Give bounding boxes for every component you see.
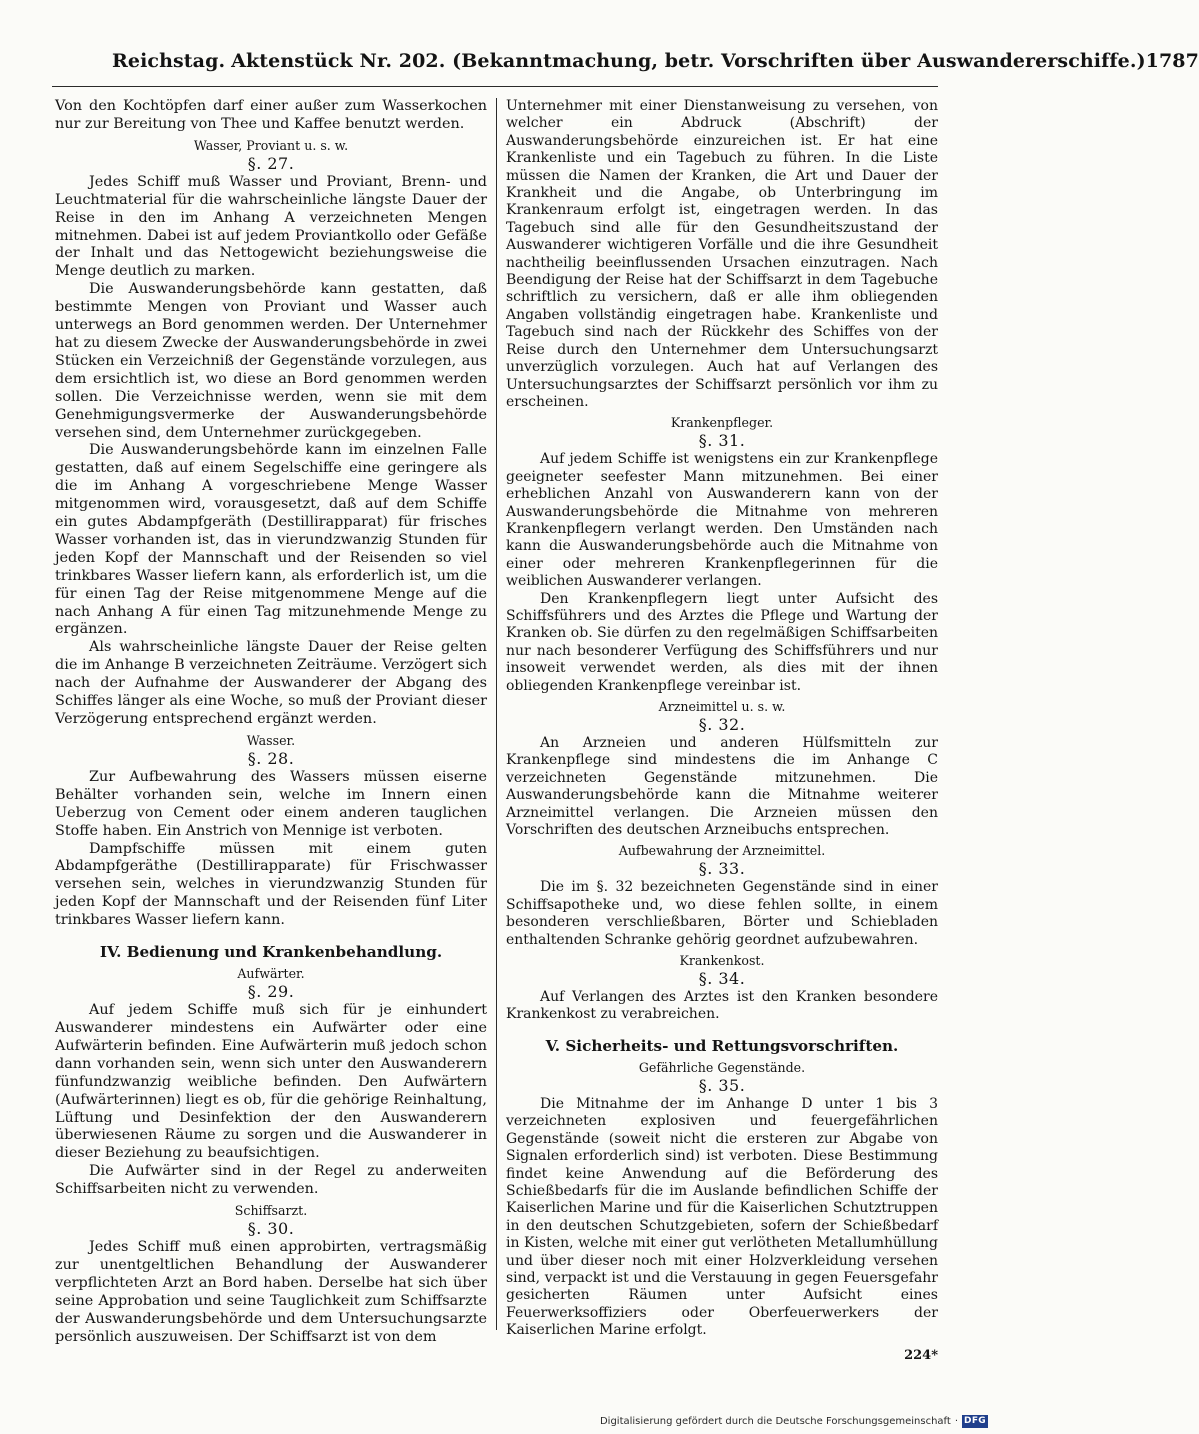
section-number: §. 29. <box>247 982 295 1002</box>
footer-separator: · <box>954 1415 958 1427</box>
marginal-heading: Gefährliche Gegenstände. <box>638 1059 806 1075</box>
header-rule <box>52 86 938 87</box>
running-header <box>112 50 1199 84</box>
section-number: §. 33. <box>698 859 746 879</box>
paragraph: Die Auswanderungsbehörde kann im einzelnen Falle gestatten, daß auf einem Segelschiffe eine geringere als die im Anhang A vorgeschriebene Menge Wasser mitgenommen wird, vorausgesetzt, daß auf dem Schiffe ein gutes Abdampfgeräth (Destillirapparat) für frisches Wasser vorhanden ist, das in vierundzwanzig Stunden für jeden Kopf der Mannschaft und der Reisenden so viel trinkbares Wasser liefern kann, als erforderlich ist, um die für einen Tag der Reise mitgenommene Menge auf die nach Anhang A für einen Tag mitzunehmende Menge zu ergänzen. <box>55 442 487 638</box>
marginal-heading: Krankenpfleger. <box>670 415 774 431</box>
section-number: §. 35. <box>698 1075 746 1095</box>
paragraph: Auf jedem Schiffe ist wenigstens ein zur Krankenpflege geeigneter seefester Mann mitzunehmen. Bei einer erheblichen Anzahl von Auswanderern kann von der Auswanderungsbehörde die Mitnahme von mehreren Krankenpflegern verlangt werden. Den Umständen nach kann die Auswanderungsbehörde auch die Mitnahme von einer oder mehreren Krankenpflegerinnen für die weiblichen Auswanderer verlangen. <box>506 451 938 590</box>
section-number: §. 28. <box>247 748 295 768</box>
paragraph: Die Auswanderungsbehörde kann gestatten, daß bestimmte Mengen von Proviant und Wasser auch unterwegs an Bord genommen werden. Der Unternehmer hat zu diesem Zwecke der Auswanderungsbehörde in zwei Stücken ein Verzeichniß der Gegenstände vorzulegen, aus dem ersichtlich ist, wo diese an Bord genommen werden sollen. Die Verzeichnisse werden, wenn sie mit dem Genehmigungsvermerke der Auswanderungsbehörde versehen sind, dem Unternehmer zurückgegeben. <box>55 281 487 441</box>
marginal-heading: Wasser. <box>246 732 296 748</box>
section-number: §. 34. <box>698 969 746 989</box>
paragraph: Als wahrscheinliche längste Dauer der Reise gelten die im Anhange B verzeichneten Zeiträume. Verzögert sich nach der Aufnahme der Auswanderer der Abgang des Schiffes länger als eine Woche, so muß der Proviant dieser Verzögerung entsprechend ergänzt werden. <box>55 639 487 727</box>
digitization-footer <box>600 1413 988 1429</box>
header-subtitle: Aktenstück Nr. 202. (Bekanntmachung, betr. Vorschriften über Auswandererschiffe.) <box>231 50 1146 72</box>
paragraph: Dampfschiffe müssen mit einem guten Abdampfgeräthe (Destillirapparate) für Frischwasser versehen sein, welches in vierundzwanzig Stunden für jeden Kopf der Mannschaft und der Reisenden fünf Liter trinkbares Wasser liefern kann. <box>55 840 487 929</box>
dfg-logo-icon: DFG <box>962 1415 988 1428</box>
paragraph: Die Mitnahme der im Anhange D unter 1 bis 3 verzeichneten explosiven und feuergefährlichen Gegenstände (soweit nicht die ersteren zur Abgabe von Signalen erforderlich sind) ist verboten. Diese Bestimmung findet keine Anwendung auf die Beförderung des Schießbedarfs für die im Auslande befindlichen Schiffe der Kaiserlichen Marine und für die Kaiserlichen Schutztruppen in den deutschen Schutzgebieten, sofern der Schießbedarf in Kisten, welche mit einer gut verlötheten Metallumhüllung und über dieser noch mit einer Holzverkleidung versehen sind, verpackt ist und die Verstauung in gegen Feuersgefahr gesicherten Räumen unter Aufsicht eines Feuerwerksoffiziers oder Oberfeuerwerkers der Kaiserlichen Marine erfolgt. <box>506 1095 938 1339</box>
paragraph: Von den Kochtöpfen darf einer außer zum Wasserkochen nur zur Bereitung von Thee und Kaffee benutzt werden. <box>55 98 487 132</box>
signature-mark: 224* <box>904 1348 938 1363</box>
paragraph: Jedes Schiff muß Wasser und Proviant, Brenn- und Leuchtmaterial für die wahrscheinliche längste Dauer der Reise in den im Anhang A verzeichneten Mengen mitnehmen. Dabei ist auf jedem Proviantkollo oder Gefäße der Inhalt und das Nettogewicht beziehungsweise die Menge deutlich zu marken. <box>55 173 487 280</box>
marginal-heading: Arzneimittel u. s. w. <box>658 699 786 714</box>
paragraph: Auf jedem Schiffe muß sich für je einhundert Auswanderer mindestens ein Aufwärter oder eine Aufwärterin befinden. Eine Aufwärterin muß jedoch schon dann vorhanden sein, wenn sich unter den Auswanderern fünfundzwanzig weibliche befinden. Den Aufwärtern (Aufwärterinnen) liegt es ob, für die gehörige Reinhaltung, Lüftung und Desinfektion der den Auswanderern überwiesenen Räume zu sorgen und die Auswanderer in dieser Beziehung zu beaufsichtigen. <box>55 1002 487 1162</box>
paragraph: Jedes Schiff muß einen approbirten, vertragsmäßig zur unentgeltlichen Behandlung der Auswanderer verpflichteten Arzt an Bord haben. Derselbe hat sich über seine Approbation und seine Tauglichkeit zum Schiffsarzte der Auswanderungsbehörde und dem Untersuchungsarzte persönlich auszuweisen. Der Schiffsarzt ist von dem <box>55 1239 487 1345</box>
section-number: §. 30. <box>247 1219 295 1239</box>
paragraph: Unternehmer mit einer Dienstanweisung zu versehen, von welcher ein Abdruck (Abschrift) der Auswanderungsbehörde einzureichen ist. Er hat eine Krankenliste und ein Tagebuch zu führen. In die Liste müssen die Namen der Kranken, die Art und Dauer der Krankheit und die Angabe, ob Unterbringung im Krankenraum erfolgt ist, eingetragen werden. In das Tagebuch sind alle für den Gesundheitszustand der Auswanderer wichtigeren Vorfälle und die ihre Gesundheit nachtheilig beeinflussenden Ursachen einzutragen. Nach Beendigung der Reise hat der Schiffsarzt in dem Tagebuche schriftlich zu versichern, daß er alle ihm obliegenden Angaben vollständig eingetragen habe. Krankenliste und Tagebuch sind nach der Rückkehr des Schiffes von der Reise durch den Unternehmer dem Untersuchungsarzt unverzüglich vorzulegen. Auch hat auf Verlangen des Untersuchungsarztes der Schiffsarzt persönlich vor ihm zu erscheinen. <box>506 98 938 410</box>
marginal-heading: Aufwärter. <box>237 966 305 982</box>
paragraph: Die Aufwärter sind in der Regel zu anderweiten Schiffsarbeiten nicht zu verwenden. <box>55 1163 487 1198</box>
marginal-heading: Wasser, Proviant u. s. w. <box>193 137 349 153</box>
right-column <box>506 98 938 1348</box>
section-number: §. 31. <box>698 431 746 451</box>
footer-credit: Digitalisierung gefördert durch die Deutsche Forschungsgemeinschaft <box>599 1415 951 1427</box>
section-heading: IV. Bedienung und Krankenbehandlung. <box>99 943 443 962</box>
marginal-heading: Krankenkost. <box>679 953 765 969</box>
paragraph: Die im §. 32 bezeichneten Gegenstände sind in einer Schiffsapotheke und, wo diese fehlen sollte, in einem besonderen verschließbaren, Börter und Schiebladen enthaltenden Schranke gehörig geordnet aufzubewahren. <box>506 879 938 948</box>
section-heading: V. Sicherheits- und Rettungsvorschriften. <box>545 1036 899 1055</box>
paragraph: An Arzneien und anderen Hülfsmitteln zur Krankenpflege sind mindestens die im Anhange C verzeichneten Gegenstände mitzunehmen. Die Auswanderungsbehörde kann die Mitnahme weiterer Arzneimittel verlangen. Die Arzneien müssen den Vorschriften des deutschen Arzneibuchs entsprechen. <box>506 735 938 839</box>
header-title: Reichstag. <box>112 50 226 72</box>
paragraph: Auf Verlangen des Arztes ist den Kranken besondere Krankenkost zu verabreichen. <box>506 989 938 1023</box>
section-number: §. 32. <box>698 715 746 734</box>
marginal-heading: Schiffsarzt. <box>234 1203 308 1219</box>
column-divider <box>496 98 497 1330</box>
section-number: §. 27. <box>247 153 295 173</box>
page-number: 1787 <box>1145 50 1199 72</box>
paragraph: Den Krankenpflegern liegt unter Aufsicht des Schiffsführers und des Arztes die Pflege und Wartung der Kranken ob. Sie dürfen zu den regelmäßigen Schiffsarbeiten nur nach besonderer Verfügung des Schiffsführers und nur insoweit verwendet werden, als dies mit der ihnen obliegenden Krankenpflege vereinbar ist. <box>506 590 938 694</box>
left-column <box>55 98 487 1348</box>
paragraph: Zur Aufbewahrung des Wassers müssen eiserne Behälter vorhanden sein, welche im Innern einen Ueberzug von Cement oder einem anderen tauglichen Stoffe haben. Ein Anstrich von Mennige ist verboten. <box>55 768 487 839</box>
marginal-heading: Aufbewahrung der Arzneimittel. <box>618 843 826 859</box>
